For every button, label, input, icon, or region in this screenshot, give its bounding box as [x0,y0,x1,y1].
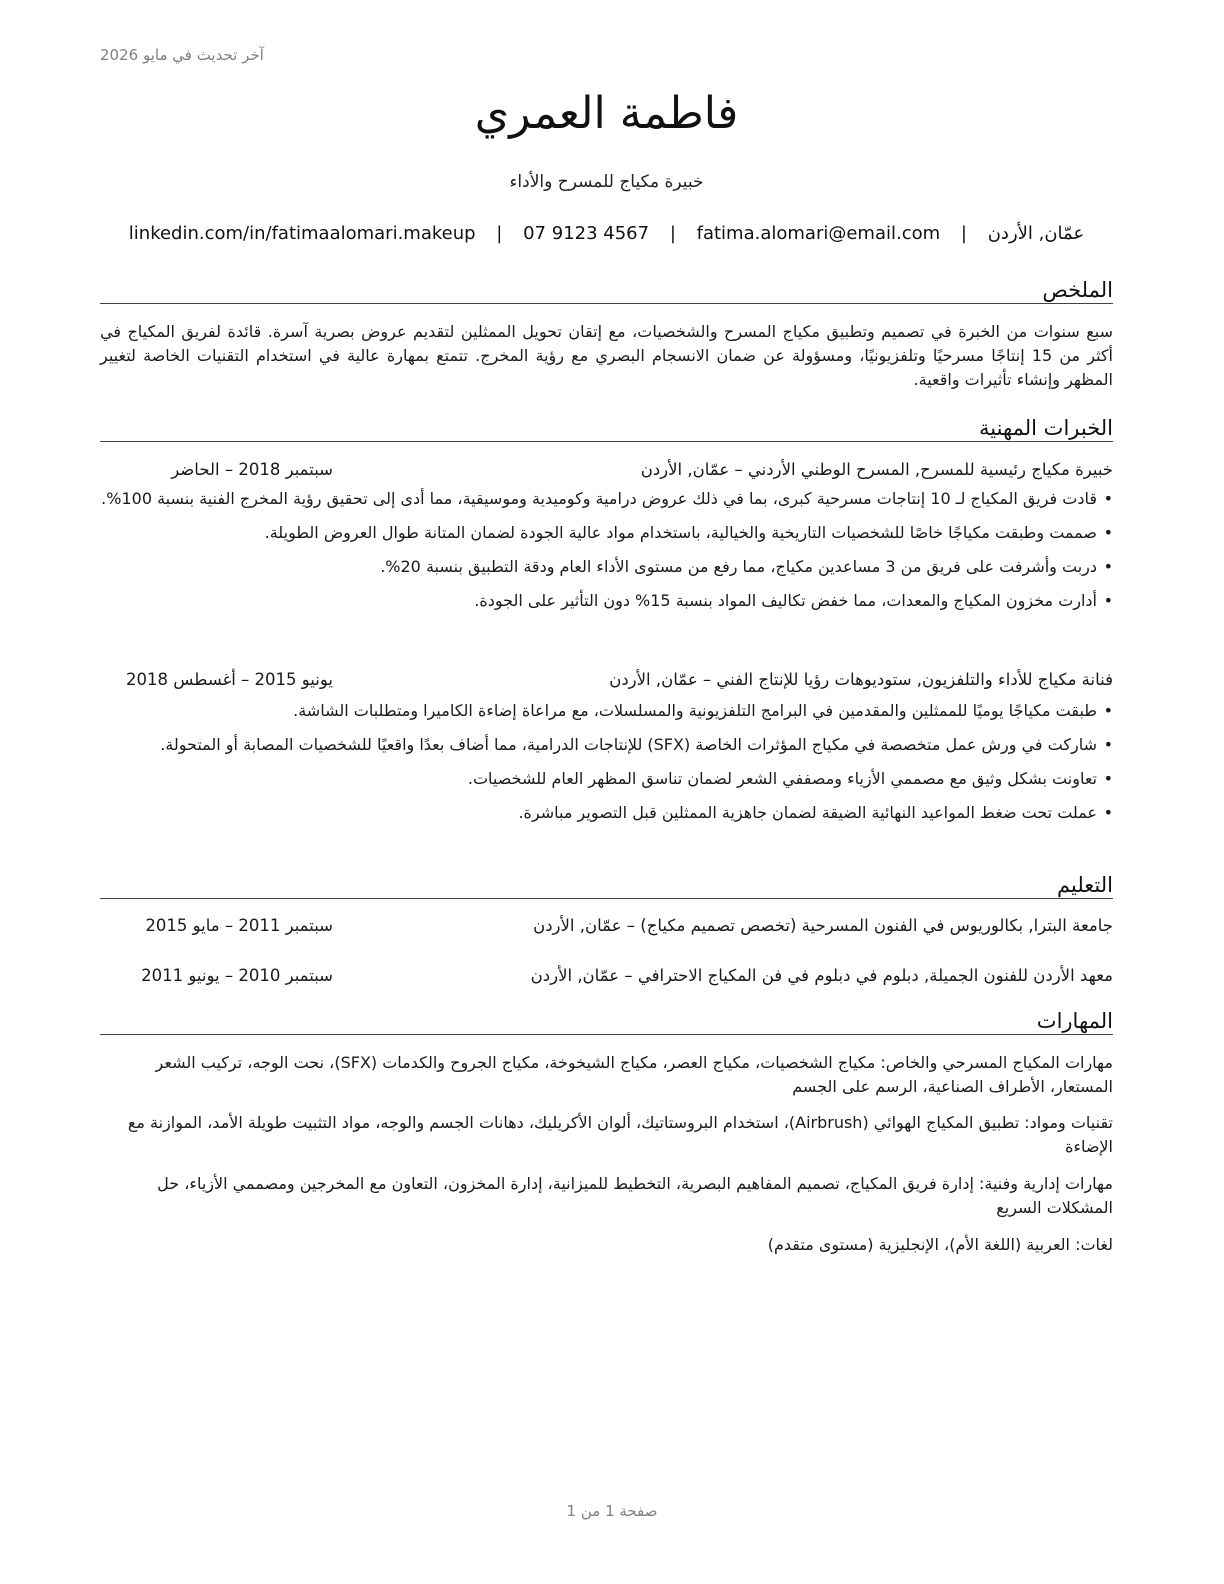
section-heading-summary: الملخص [100,277,1113,304]
skill-line: لغات: العربية (اللغة الأم)، الإنجليزية (مستوى متقدم) [767,1235,1113,1254]
experience-title: خبيرة مكياج رئيسية للمسرح, المسرح الوطني الأردني – عمّان, الأردن [640,460,1113,479]
education-entry [100,964,1113,988]
skill-line: مهارات إدارية وفنية: إدارة فريق المكياج، تصميم المفاهيم البصرية، التخطيط للميزانية، إدارة المخزون، التعاون مع المخرجين ومصممي الأزياء، حل المشكلات السريع [157,1174,1113,1217]
skill-line: تقنيات ومواد: تطبيق المكياج الهوائي (Airbrush)، استخدام البروستاتيك، ألوان الأكريليك، دهانات الجسم والوجه، مواد التثبيت طويلة الأمد، الموازنة مع الإضاءة [127,1113,1113,1156]
section-heading-experience: الخبرات المهنية [100,415,1113,442]
list-item: • أدارت مخزون المكياج والمعدات، مما خفض تكاليف المواد بنسبة 15% دون التأثير على الجودة. [100,589,1113,613]
contact-separator: | [960,223,967,244]
experience-entry-header [100,668,1113,692]
resume-page [100,0,1113,1584]
list-item: • تعاونت بشكل وثيق مع مصممي الأزياء ومصففي الشعر لضمان تناسق المظهر العام للشخصيات. [100,767,1113,791]
education-title: معهد الأردن للفنون الجميلة, دبلوم في دبلوم في فن المكياج الاحترافي – عمّان, الأردن [530,966,1113,985]
contact-email[interactable]: fatima.alomari@email.com [696,223,941,244]
page-number: صفحة 1 من 1 [566,1502,658,1520]
list-item: • طبقت مكياجًا يوميًا للممثلين والمقدمين في البرامج التلفزيونية والمسلسلات، مع مراعاة إضاءة الكاميرا ومتطلبات الشاشة. [100,699,1113,723]
contact-linkedin[interactable]: linkedin.com/in/fatimaalomari.makeup [128,223,476,244]
skill-line: مهارات المكياج المسرحي والخاص: مكياج الشخصيات، مكياج العصر، مكياج الشيخوخة، مكياج الجروح والكدمات (SFX)، نحت الوجه، تركيب الشعر المستعار، الأطراف الصناعية، الرسم على الجسم [155,1053,1113,1096]
candidate-name: فاطمة العمري [474,88,739,139]
experience-entry-header [100,458,1113,482]
experience-date: يونيو 2015 – أغسطس 2018 [126,670,333,689]
list-item: • دربت وأشرفت على فريق من 3 مساعدين مكياج، مما رفع من مستوى الأداء العام ودقة التطبيق بنسبة 20%. [100,555,1113,579]
contact-location: عمّان, الأردن [987,223,1085,244]
contact-line [100,223,1113,244]
education-date: سبتمبر 2010 – يونيو 2011 [141,966,333,985]
list-item: • قادت فريق المكياج لـ 10 إنتاجات مسرحية كبرى، بما في ذلك عروض درامية وكوميدية وموسيقية، مما أدى إلى تحقيق رؤية المخرج الفنية بنسبة 100%. [100,487,1113,511]
last-updated: آخر تحديث في مايو 2026 [100,46,264,64]
experience-bullets [100,487,1113,623]
contact-phone[interactable]: 07 9123 4567 [523,223,650,244]
section-heading-education: التعليم [100,872,1113,899]
experience-date: سبتمبر 2018 – الحاضر [171,460,333,479]
education-title: جامعة البترا, بكالوريوس في الفنون المسرحية (تخصص تصميم مكياج) – عمّان, الأردن [533,916,1113,935]
summary-text: سبع سنوات من الخبرة في تصميم وتطبيق مكياج المسرح والشخصيات، مع إتقان تحويل الممثلين لتقديم عروض بصرية آسرة. قائدة لفريق المكياج في أكثر من 15 إنتاجًا مسرحيًا وتلفزيونيًا، ومسؤولة عن ضمان الانسجام البصري مع رؤية المخرج. تتمتع بمهارة عالية في استخدام التقنيات الخاصة لتغيير المظهر وإنشاء تأثيرات واقعية. [100,322,1113,389]
job-title: خبيرة مكياج للمسرح والأداء [509,172,704,192]
education-date: سبتمبر 2011 – مايو 2015 [145,916,333,935]
experience-title: فنانة مكياج للأداء والتلفزيون, ستوديوهات رؤيا للإنتاج الفني – عمّان, الأردن [609,670,1113,689]
contact-separator: | [669,223,676,244]
section-heading-skills: المهارات [100,1008,1113,1035]
experience-bullets [100,699,1113,835]
list-item: • صممت وطبقت مكياجًا خاصًا للشخصيات التاريخية والخيالية، باستخدام مواد عالية الجودة لضمان المتانة طوال العروض الطويلة. [100,521,1113,545]
list-item: • شاركت في ورش عمل متخصصة في مكياج المؤثرات الخاصة (SFX) للإنتاجات الدرامية، مما أضاف بعدًا واقعيًا للشخصيات المصابة أو المتحولة. [100,733,1113,757]
list-item: • عملت تحت ضغط المواعيد النهائية الضيقة لضمان جاهزية الممثلين قبل التصوير مباشرة. [100,801,1113,825]
contact-separator: | [496,223,503,244]
education-entry [100,914,1113,938]
